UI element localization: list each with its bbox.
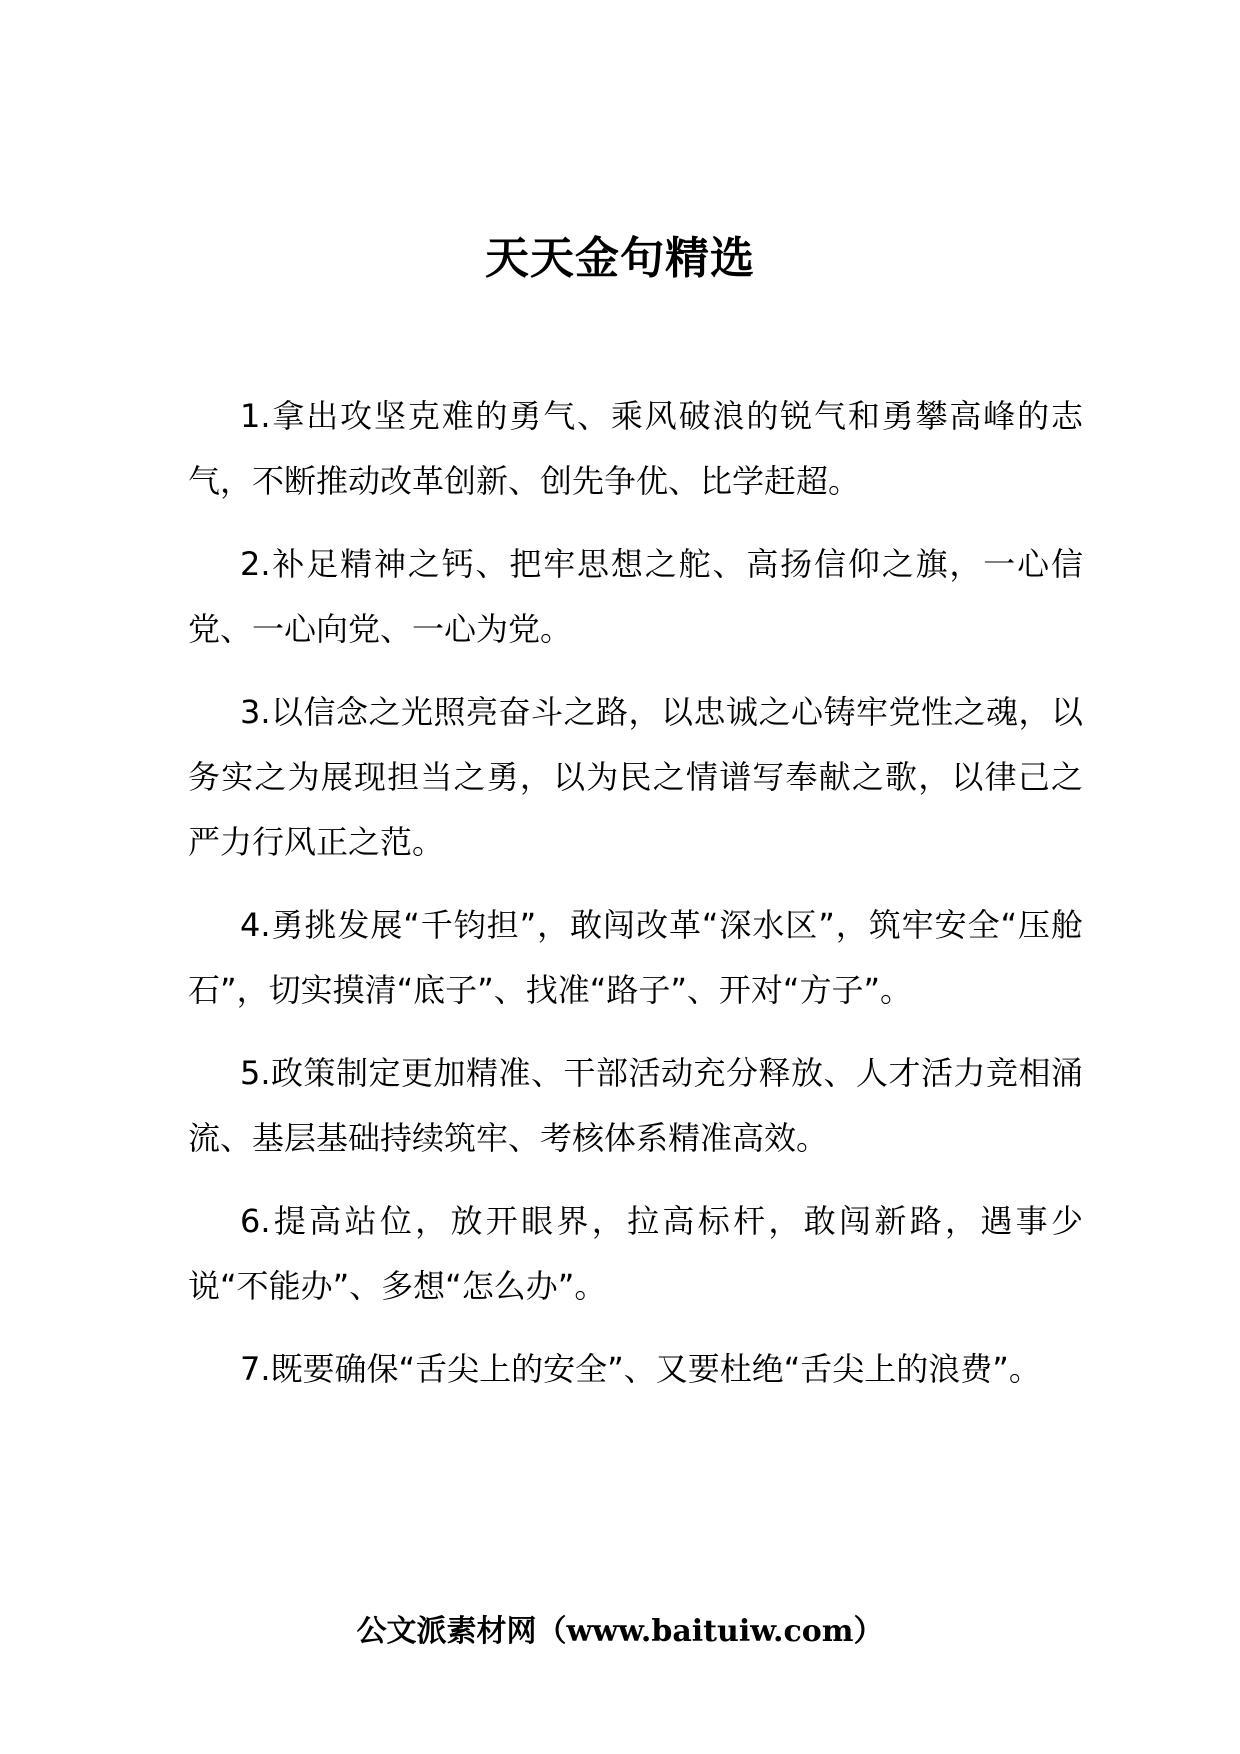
- quote-item: 1.拿出攻坚克难的勇气、乘风破浪的锐气和勇攀高峰的志气，不断推动改革创新、创先争优、比学赶超。: [188, 397, 1083, 500]
- quote-item: 5.政策制定更加精准、干部活动充分释放、人才活力竞相涌流、基层基础持续筑牢、考核体系精准高效。: [188, 1054, 1083, 1157]
- quote-item: 6.提高站位，放开眼界，拉高标杆，敢闯新路，遇事少说“不能办”、多想“怎么办”。: [188, 1202, 1083, 1305]
- quote-item: 3.以信念之光照亮奋斗之路，以忠诚之心铸牢党性之魂，以务实之为展现担当之勇，以为民之情谱写奉献之歌，以律己之严力行风正之范。: [188, 693, 1083, 861]
- quote-item: 2.补足精神之钙、把牢思想之舵、高扬信仰之旗，一心信党、一心向党、一心为党。: [188, 545, 1083, 648]
- page-title: 天天金句精选: [485, 233, 755, 285]
- quote-list: [188, 384, 1083, 1420]
- quote-item: 4.勇挑发展“千钧担”，敢闯改革“深水区”，筑牢安全“压舱石”，切实摸清“底子”、找准“路子”、开对“方子”。: [188, 906, 1083, 1009]
- footer-source: 公文派素材网（www.baituiw.com）: [356, 1614, 884, 1649]
- quote-item: 7.既要确保“舌尖上的安全”、又要杜绝“舌尖上的浪费”。: [240, 1350, 1041, 1388]
